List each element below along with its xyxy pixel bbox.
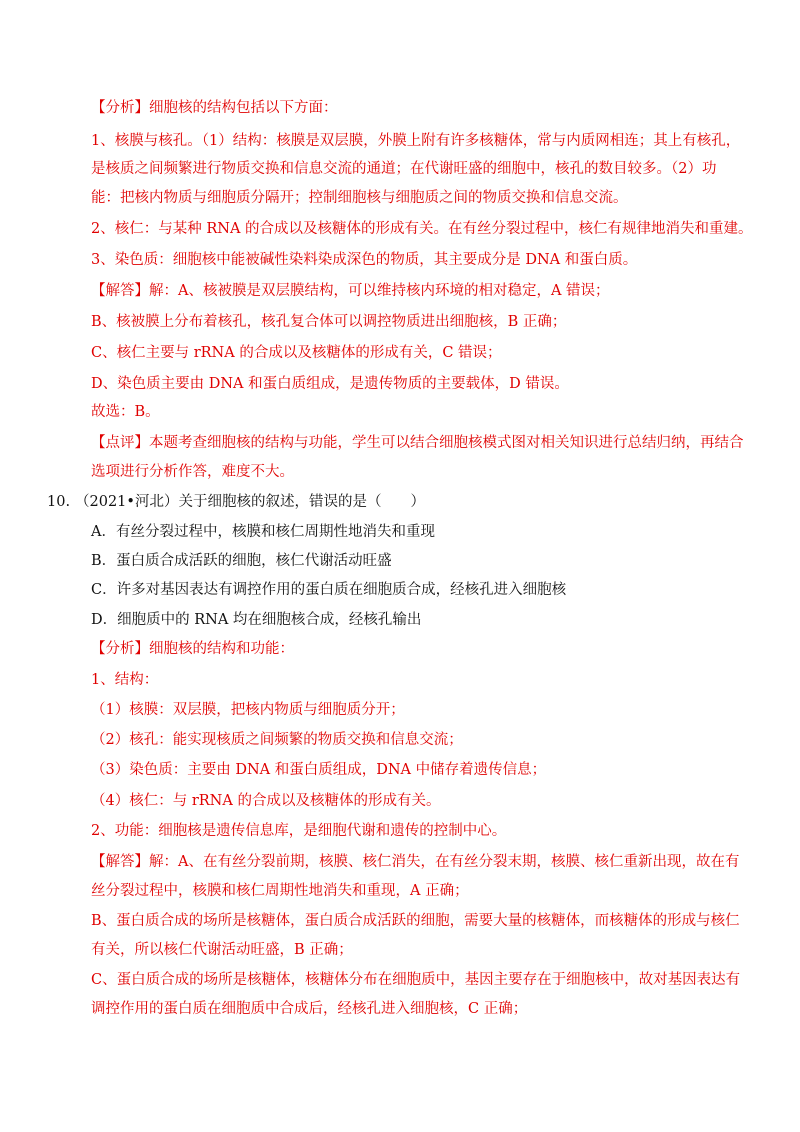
analysis-line: 2、功能：细胞核是遗传信息库，是细胞代谢和遗传的控制中心。 — [91, 823, 507, 839]
answer-line: D、染色质主要由 DNA 和蛋白质组成，是遗传物质的主要载体，D 错误。 — [91, 376, 569, 392]
analysis-line: 2、核仁：与某种 RNA 的合成以及核糖体的形成有关。在有丝分裂过程中，核仁有规律地消失和重建。 — [91, 221, 753, 237]
answer-line: 有关，所以核仁代谢活动旺盛，B 正确； — [91, 942, 353, 958]
analysis-heading: 【分析】细胞核的结构包括以下方面： — [91, 100, 338, 116]
analysis-line: （4）核仁：与 rRNA 的合成以及核糖体的形成有关。 — [91, 793, 441, 809]
question-stem: （2021•河北）关于细胞核的叙述，错误的是（ ） — [75, 494, 425, 510]
comment-line: 选项进行分析作答，难度不大。 — [91, 464, 294, 480]
option-b: B．蛋白质合成活跃的细胞，核仁代谢活动旺盛 — [91, 553, 392, 569]
option-c: C．许多对基因表达有调控作用的蛋白质在细胞质合成，经核孔进入细胞核 — [91, 582, 567, 598]
answer-line: C、蛋白质合成的场所是核糖体，核糖体分布在细胞质中，基因主要存在于细胞核中，故对基因表达有 — [91, 972, 741, 988]
analysis-line: 1、结构： — [91, 672, 159, 688]
answer-choice: 故选：B。 — [91, 404, 160, 420]
answer-heading: 【解答】解：A、在有丝分裂前期，核膜、核仁消失，在有丝分裂末期，核膜、核仁重新出现，故在有 — [91, 854, 740, 870]
analysis-line: （3）染色质：主要由 DNA 和蛋白质组成，DNA 中储存着遗传信息； — [91, 762, 547, 778]
analysis-line: （1）核膜：双层膜，把核内物质与细胞质分开； — [91, 702, 405, 718]
analysis-line: （2）核孔：能实现核质之间频繁的物质交换和信息交流； — [91, 732, 463, 748]
answer-line: B、蛋白质合成的场所是核糖体，蛋白质合成活跃的细胞，需要大量的核糖体，而核糖体的形成与核仁 — [91, 913, 740, 929]
analysis-line: 1、核膜与核孔。（1）结构：核膜是双层膜，外膜上附有许多核糖体，常与内质网相连；其上有核孔， — [91, 133, 741, 149]
comment-heading: 【点评】本题考查细胞核的结构与功能，学生可以结合细胞核模式图对相关知识进行总结归纳，再结合 — [91, 435, 744, 451]
answer-heading: 【解答】解：A、核被膜是双层膜结构，可以维持核内环境的相对稳定，A 错误； — [91, 283, 610, 299]
option-a: A．有丝分裂过程中，核膜和核仁周期性地消失和重现 — [91, 524, 435, 540]
answer-line: B、核被膜上分布着核孔，核孔复合体可以调控物质进出细胞核，B 正确； — [91, 314, 567, 330]
answer-line: 调控作用的蛋白质在细胞质中合成后，经核孔进入细胞核，C 正确； — [91, 1001, 528, 1017]
analysis-heading: 【分析】细胞核的结构和功能： — [91, 641, 294, 657]
analysis-line: 3、染色质：细胞核中能被碱性染料染成深色的物质，其主要成分是 DNA 和蛋白质。 — [91, 252, 638, 268]
question-number: 10. — [47, 494, 71, 510]
option-d: D．细胞质中的 RNA 均在细胞核合成，经核孔输出 — [91, 612, 422, 628]
answer-line: 丝分裂过程中，核膜和核仁周期性地消失和重现，A 正确； — [91, 883, 469, 899]
analysis-line: 是核质之间频繁进行物质交换和信息交流的通道；在代谢旺盛的细胞中，核孔的数目较多。（2）功 — [91, 161, 717, 177]
answer-line: C、核仁主要与 rRNA 的合成以及核糖体的形成有关，C 错误； — [91, 345, 502, 361]
analysis-line: 能：把核内物质与细胞质分隔开；控制细胞核与细胞质之间的物质交换和信息交流。 — [91, 190, 628, 206]
